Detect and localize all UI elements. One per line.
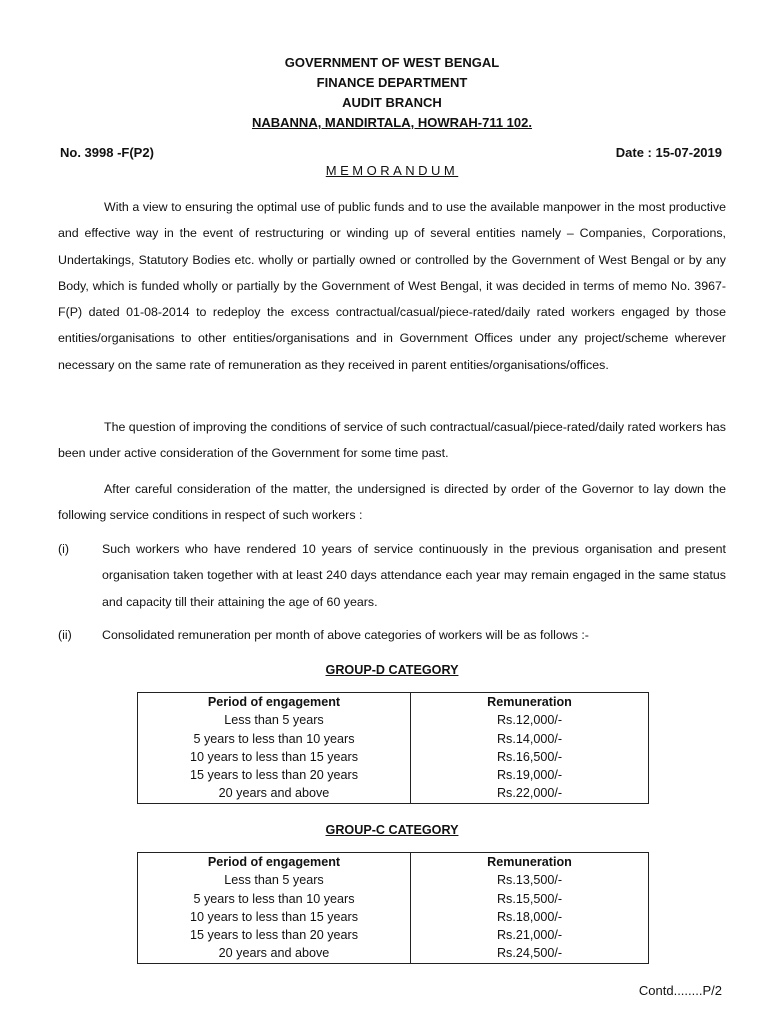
condition-text: Such workers who have rendered 10 years of service continuously in the previous organisation and present organisation taken together with at least 240 days attendance each year may remain engaged in the same status and capacity till their attaining the age of 60 years. bbox=[102, 542, 726, 609]
table-row bbox=[138, 926, 649, 944]
period-cell: 5 years to less than 10 years bbox=[138, 730, 411, 748]
period-cell: 20 years and above bbox=[138, 784, 411, 803]
column-header-remuneration: Remuneration bbox=[411, 853, 649, 872]
document-title: MEMORANDUM bbox=[325, 163, 459, 178]
condition-number: (ii) bbox=[58, 628, 72, 642]
letterhead-government: GOVERNMENT OF WEST BENGAL bbox=[284, 55, 500, 70]
period-cell: 15 years to less than 20 years bbox=[138, 766, 411, 784]
table-row bbox=[138, 871, 649, 889]
continuation-note: Contd........P/2 bbox=[638, 983, 722, 998]
table-row bbox=[138, 748, 649, 766]
column-header-period: Period of engagement bbox=[138, 853, 411, 872]
table-row bbox=[138, 784, 649, 803]
memo-date: Date : 15-07-2019 bbox=[615, 145, 722, 160]
column-header-period: Period of engagement bbox=[138, 693, 411, 712]
period-cell: 20 years and above bbox=[138, 944, 411, 963]
group-d-title: GROUP-D CATEGORY bbox=[325, 663, 459, 677]
table-row bbox=[138, 908, 649, 926]
remuneration-cell: Rs.24,500/- bbox=[411, 944, 649, 963]
letterhead-address: NABANNA, MANDIRTALA, HOWRAH-711 102. bbox=[251, 115, 532, 130]
remuneration-cell: Rs.14,000/- bbox=[411, 730, 649, 748]
remuneration-cell: Rs.21,000/- bbox=[411, 926, 649, 944]
remuneration-cell: Rs.18,000/- bbox=[411, 908, 649, 926]
condition-number: (i) bbox=[58, 542, 70, 556]
table-row bbox=[138, 766, 649, 784]
column-header-remuneration: Remuneration bbox=[411, 693, 649, 712]
table-header-row bbox=[138, 853, 649, 872]
table-row bbox=[138, 890, 649, 908]
group-c-table bbox=[137, 852, 649, 964]
table-row bbox=[138, 730, 649, 748]
period-cell: 10 years to less than 15 years bbox=[138, 748, 411, 766]
period-cell: 5 years to less than 10 years bbox=[138, 890, 411, 908]
condition-text: Consolidated remuneration per month of above categories of workers will be as follows :- bbox=[102, 628, 589, 642]
table-row bbox=[138, 711, 649, 729]
remuneration-cell: Rs.13,500/- bbox=[411, 871, 649, 889]
period-cell: 10 years to less than 15 years bbox=[138, 908, 411, 926]
memo-number: No. 3998 -F(P2) bbox=[60, 145, 154, 160]
letterhead-department: FINANCE DEPARTMENT bbox=[316, 75, 468, 90]
paragraph-redeployment: With a view to ensuring the optimal use of public funds and to use the available manpower in the most productive and effective way in the event of restructuring or winding up of several entities namely – Companies, Corporations, Undertakings, Statutory Bodies etc. wholly or partially owned or controlled by the Government of West Bengal or by any Body, which is funded wholly or partially by the Government of West Bengal, it was decided in terms of memo No. 3967-F(P) dated 01-08-2014 to redeploy the excess contractual/casual/piece-rated/daily rated workers engaged by those entities/organisations to other entities/organisations and in Government Offices under any project/scheme wherever necessary on the same rate of remuneration as they received in parent entities/organisations/offices. bbox=[58, 200, 726, 372]
remuneration-cell: Rs.15,500/- bbox=[411, 890, 649, 908]
remuneration-cell: Rs.22,000/- bbox=[411, 784, 649, 803]
period-cell: Less than 5 years bbox=[138, 871, 411, 889]
paragraph-question: The question of improving the conditions of service of such contractual/casual/piece-rated/daily rated workers has been under active consideration of the Government for some time past. bbox=[58, 420, 726, 461]
letterhead bbox=[0, 53, 770, 133]
remuneration-cell: Rs.12,000/- bbox=[411, 711, 649, 729]
remuneration-cell: Rs.19,000/- bbox=[411, 766, 649, 784]
period-cell: 15 years to less than 20 years bbox=[138, 926, 411, 944]
group-d-table bbox=[137, 692, 649, 804]
remuneration-cell: Rs.16,500/- bbox=[411, 748, 649, 766]
table-row bbox=[138, 944, 649, 963]
group-c-title: GROUP-C CATEGORY bbox=[325, 823, 459, 837]
period-cell: Less than 5 years bbox=[138, 711, 411, 729]
table-header-row bbox=[138, 693, 649, 712]
letterhead-branch: AUDIT BRANCH bbox=[342, 95, 442, 110]
paragraph-consideration: After careful consideration of the matter, the undersigned is directed by order of the Governor to lay down the following service conditions in respect of such workers : bbox=[58, 482, 726, 523]
